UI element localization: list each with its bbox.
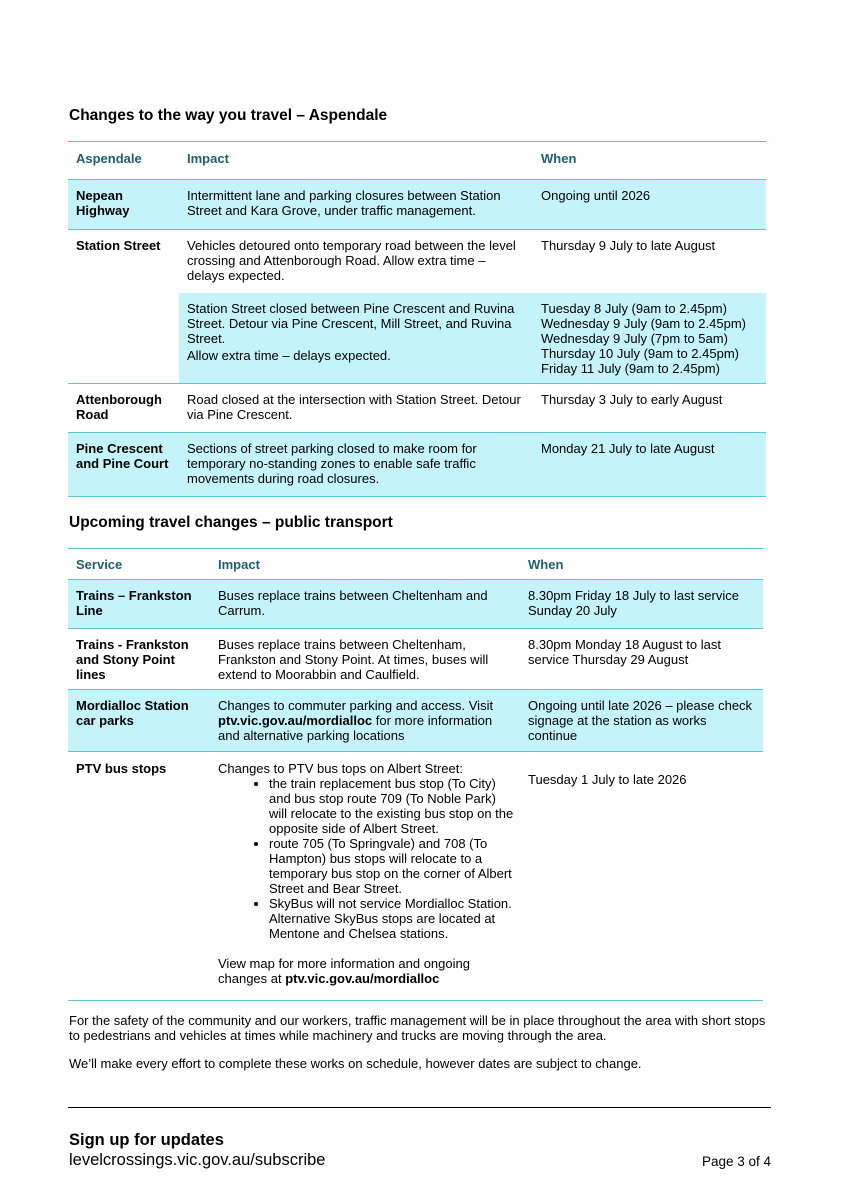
row-when: Thursday 3 July to early August: [533, 384, 766, 433]
footer-divider: [68, 1107, 771, 1108]
impact-line: Allow extra time – delays expected.: [187, 347, 391, 363]
safety-note: For the safety of the community and our workers, traffic management will be in place throughout the area with short stops to pedestrians and vehicles at times while machinery and trucks are moving through the area.: [69, 1013, 766, 1043]
when-line: Wednesday 9 July (9am to 2.45pm): [541, 315, 746, 331]
row-name: Nepean Highway: [68, 180, 179, 230]
ptv-link[interactable]: ptv.vic.gov.au/mordialloc: [285, 971, 440, 986]
row-impact: [210, 752, 523, 1001]
impact-intro: Changes to PTV bus tops on Albert Street:: [218, 761, 463, 776]
signup-link[interactable]: levelcrossings.vic.gov.au/subscribe: [69, 1151, 326, 1169]
table-row: [68, 752, 763, 1001]
impact-text: Changes to commuter parking and access. Visit: [218, 698, 494, 713]
table-row: [68, 580, 763, 629]
impact-text: View map for more information and ongoing changes at: [218, 956, 470, 986]
row-impact: Buses replace trains between Cheltenham and Carrum.: [210, 580, 523, 629]
list-item: • the train replacement bus stop (To City) and bus stop route 709 (To Noble Park) will relocate to the existing bus stop on the opposite side of Albert Street.: [269, 776, 515, 836]
table-row: [68, 690, 763, 752]
table-row: [68, 230, 766, 293]
row-when: Tuesday 1 July to late 2026: [523, 752, 763, 1001]
section-title-aspendale: Changes to the way you travel – Aspendale: [69, 107, 388, 124]
row-when: Monday 21 July to late August: [533, 433, 766, 497]
row-when: Thursday 9 July to late August: [541, 238, 716, 253]
row-impact: [179, 293, 533, 384]
row-when: 8.30pm Monday 18 August to last service Thursday 29 August: [523, 629, 763, 690]
table-header-row: [68, 142, 766, 180]
column-header: When: [523, 549, 763, 580]
row-name: Station Street: [76, 238, 161, 253]
page-number: Page 3 of 4: [701, 1154, 771, 1169]
column-header: Aspendale: [68, 142, 179, 180]
table-row: [68, 180, 766, 230]
column-header: Impact: [179, 142, 533, 180]
row-when: Ongoing until late 2026 – please check signage at the station as works continue: [523, 690, 763, 752]
when-line: Thursday 10 July (9am to 2.45pm): [541, 345, 739, 361]
signup-title: Sign up for updates: [69, 1131, 224, 1149]
bullet-list: [218, 776, 515, 941]
row-when: [533, 293, 766, 384]
row-impact: Road closed at the intersection with Station Street. Detour via Pine Crescent.: [179, 384, 533, 433]
row-name: Mordialloc Station car parks: [68, 690, 210, 752]
row-impact: Sections of street parking closed to make room for temporary no-standing zones to enable safe traffic movements during road closures.: [179, 433, 533, 497]
when-line: Friday 11 July (9am to 2.45pm): [541, 360, 720, 376]
row-name: PTV bus stops: [68, 752, 210, 1001]
row-name: Pine Crescent and Pine Court: [68, 433, 179, 497]
table-row: [68, 384, 766, 433]
when-line: Tuesday 8 July (9am to 2.45pm): [541, 300, 727, 316]
section-title-public-transport: Upcoming travel changes – public transport: [69, 514, 393, 531]
row-impact: Vehicles detoured onto temporary road between the level crossing and Attenborough Road. Allow extra time – delays expected.: [187, 238, 516, 283]
column-header: Service: [68, 549, 210, 580]
row-impact: [210, 690, 523, 752]
impact-outro: [218, 956, 515, 986]
column-header: When: [533, 142, 766, 180]
row-name: Trains - Frankston and Stony Point lines: [68, 629, 210, 690]
row-when: Ongoing until 2026: [533, 180, 766, 230]
list-item: • SkyBus will not service Mordialloc Station. Alternative SkyBus stops are located at Mentone and Chelsea stations.: [269, 896, 515, 941]
schedule-note: We’ll make every effort to complete these works on schedule, however dates are subject to change.: [69, 1056, 642, 1071]
table-header-row: [68, 549, 763, 580]
row-impact: Intermittent lane and parking closures between Station Street and Kara Grove, under traffic management.: [179, 180, 533, 230]
row-when: 8.30pm Friday 18 July to last service Sunday 20 July: [523, 580, 763, 629]
public-transport-table: [68, 548, 763, 1001]
row-name: Trains – Frankston Line: [68, 580, 210, 629]
row-impact: Buses replace trains between Cheltenham, Frankston and Stony Point. At times, buses will extend to Moorabbin and Caulfield.: [210, 629, 523, 690]
row-name: Attenborough Road: [68, 384, 179, 433]
impact-line: Station Street closed between Pine Crescent and Ruvina Street. Detour via Pine Crescent, Mill Street, and Ruvina Street.: [187, 300, 515, 346]
aspendale-table: [68, 141, 766, 497]
table-row: [68, 629, 763, 690]
column-header: Impact: [210, 549, 523, 580]
when-line: Wednesday 9 July (7pm to 5am): [541, 330, 728, 346]
impact-text: for more information and alternative parking locations: [218, 713, 493, 743]
list-item: • route 705 (To Springvale) and 708 (To Hampton) bus stops will relocate to a temporary bus stop on the corner of Albert Street and Bear Street.: [269, 836, 515, 896]
ptv-link[interactable]: ptv.vic.gov.au/mordialloc: [218, 713, 373, 728]
table-row: [68, 433, 766, 497]
